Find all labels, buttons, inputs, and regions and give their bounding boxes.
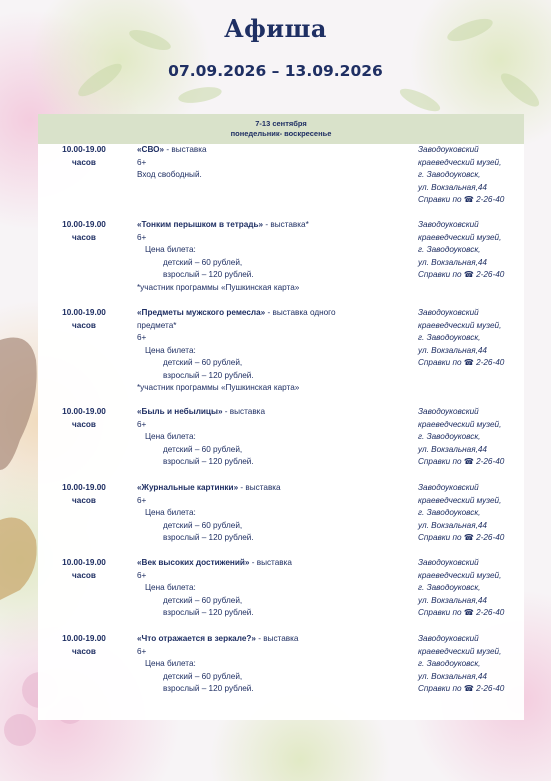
event-type: - выставка xyxy=(238,483,281,492)
place-line: ул. Вокзальная,44 xyxy=(418,671,487,681)
price-adult: взрослый – 120 рублей. xyxy=(163,533,254,542)
price-child: детский – 60 рублей, xyxy=(163,520,243,530)
event-time xyxy=(50,482,118,507)
event-name: «СВО» xyxy=(137,145,165,154)
phone-icon: ☎ xyxy=(463,270,474,279)
event-time-unit: часов xyxy=(72,495,96,505)
place-phone xyxy=(418,269,528,282)
place-line: Заводоуковский xyxy=(418,145,479,154)
price-label: Цена билета: xyxy=(145,345,196,355)
event-description xyxy=(137,557,407,620)
phone-number: 2-26-40 xyxy=(476,533,505,542)
place-line: г. Заводоуковск, xyxy=(418,333,481,342)
place-line: Заводоуковский xyxy=(418,483,479,492)
price-child: детский – 60 рублей, xyxy=(163,257,243,267)
event-description xyxy=(137,144,407,182)
place-line: ул. Вокзальная,44 xyxy=(418,257,487,267)
place-phone xyxy=(418,194,528,207)
schedule-header-dates: 7-13 сентября xyxy=(255,119,307,128)
event-time-range: 10.00-19.00 xyxy=(62,483,106,492)
date-range: 07.09.2026 – 13.09.2026 xyxy=(168,62,383,80)
event-description xyxy=(137,482,407,545)
phone-number: 2-26-40 xyxy=(476,684,505,693)
phone-prefix: Справки по xyxy=(418,270,462,279)
schedule-panel xyxy=(38,114,524,720)
place-line: краеведческий музей, xyxy=(418,419,502,429)
price-adult: взрослый – 120 рублей. xyxy=(163,684,254,693)
place-line: краеведческий музей, xyxy=(418,570,502,580)
event-place xyxy=(418,406,528,469)
price-adult: взрослый – 120 рублей. xyxy=(163,370,254,380)
place-line: ул. Вокзальная,44 xyxy=(418,345,487,355)
event-age: 6+ xyxy=(137,157,147,167)
phone-icon: ☎ xyxy=(463,457,474,466)
place-line: краеведческий музей, xyxy=(418,646,502,656)
phone-prefix: Справки по xyxy=(418,358,462,367)
event-name: «Журнальные картинки» xyxy=(137,483,239,492)
event-description xyxy=(137,219,407,294)
event-time-unit: часов xyxy=(72,570,96,580)
place-line: ул. Вокзальная,44 xyxy=(418,520,487,530)
place-phone xyxy=(418,607,528,620)
place-line: г. Заводоуковск, xyxy=(418,245,481,254)
event-time xyxy=(50,633,118,658)
phone-prefix: Справки по xyxy=(418,684,462,693)
price-child: детский – 60 рублей, xyxy=(163,595,243,605)
event-time xyxy=(50,406,118,431)
event-age: 6+ xyxy=(137,232,147,242)
event-time-unit: часов xyxy=(72,232,96,242)
event-note: *участник программы «Пушкинская карта» xyxy=(137,383,300,392)
event-place xyxy=(418,557,528,620)
place-line: ул. Вокзальная,44 xyxy=(418,182,487,192)
event-age: 6+ xyxy=(137,495,147,505)
price-label: Цена билета: xyxy=(145,245,196,254)
place-line: краеведческий музей, xyxy=(418,320,502,330)
event-type: - выставка xyxy=(164,145,207,154)
event-name: «Что отражается в зеркале?» xyxy=(137,634,256,643)
event-age: 6+ xyxy=(137,570,147,580)
price-label: Цена билета: xyxy=(145,432,196,441)
event-age: 6+ xyxy=(137,333,147,342)
price-child: детский – 60 рублей, xyxy=(163,671,243,681)
place-line: г. Заводоуковск, xyxy=(418,170,481,179)
event-place xyxy=(418,219,528,282)
phone-icon: ☎ xyxy=(463,684,474,693)
event-type: - выставка xyxy=(255,634,299,643)
place-line: Заводоуковский xyxy=(418,220,479,229)
event-name: «Предметы мужского ремесла» xyxy=(137,308,266,317)
event-time-range: 10.00-19.00 xyxy=(62,634,106,643)
place-line: г. Заводоуковск, xyxy=(418,583,481,592)
phone-number: 2-26-40 xyxy=(476,358,505,367)
phone-icon: ☎ xyxy=(463,533,474,542)
phone-prefix: Справки по xyxy=(418,533,462,542)
event-time-unit: часов xyxy=(72,157,96,167)
event-time xyxy=(50,144,118,169)
place-line: Заводоуковский xyxy=(418,634,479,643)
phone-prefix: Справки по xyxy=(418,195,462,204)
place-line: краеведческий музей, xyxy=(418,157,502,167)
phone-number: 2-26-40 xyxy=(476,270,505,279)
event-description xyxy=(137,633,407,696)
place-line: Заводоуковский xyxy=(418,558,479,567)
event-time-unit: часов xyxy=(72,320,96,330)
event-time-unit: часов xyxy=(72,419,96,429)
price-adult: взрослый – 120 рублей. xyxy=(163,608,254,617)
event-type: - выставка xyxy=(222,407,265,416)
price-label: Цена билета: xyxy=(145,508,196,517)
page-title: Афиша xyxy=(224,14,327,43)
price-label: Цена билета: xyxy=(145,583,196,592)
event-time-range: 10.00-19.00 xyxy=(62,407,106,416)
schedule-header-days: понедельник- воскресенье xyxy=(230,129,332,138)
event-age: 6+ xyxy=(137,646,147,656)
price-child: детский – 60 рублей, xyxy=(163,444,243,454)
event-place xyxy=(418,633,528,696)
event-place xyxy=(418,482,528,545)
phone-icon: ☎ xyxy=(463,358,474,367)
event-type: - выставка xyxy=(249,558,292,567)
place-line: краеведческий музей, xyxy=(418,232,502,242)
event-name: «Век высоких достижений» xyxy=(137,558,250,567)
event-time-range: 10.00-19.00 xyxy=(62,558,106,567)
event-time xyxy=(50,307,118,332)
place-line: краеведческий музей, xyxy=(418,495,502,505)
price-label: Цена билета: xyxy=(145,659,196,668)
event-name: «Быль и небылицы» xyxy=(137,407,223,416)
phone-number: 2-26-40 xyxy=(476,457,505,466)
event-time-range: 10.00-19.00 xyxy=(62,145,106,154)
schedule-header xyxy=(38,114,524,144)
place-line: г. Заводоуковск, xyxy=(418,508,481,517)
price-child: детский – 60 рублей, xyxy=(163,358,243,367)
event-type: - выставка одного xyxy=(265,308,336,317)
event-name: «Тонким перышком в тетрадь» xyxy=(137,220,264,229)
phone-prefix: Справки по xyxy=(418,608,462,617)
event-type-cont: предмета* xyxy=(137,320,177,330)
event-age: 6+ xyxy=(137,419,147,429)
event-place xyxy=(418,307,528,370)
place-line: г. Заводоуковск, xyxy=(418,659,481,668)
phone-prefix: Справки по xyxy=(418,457,462,466)
place-phone xyxy=(418,532,528,545)
place-line: Заводоуковский xyxy=(418,407,479,416)
event-time-range: 10.00-19.00 xyxy=(62,220,106,229)
price-adult: взрослый – 120 рублей. xyxy=(163,270,254,279)
phone-icon: ☎ xyxy=(463,608,474,617)
place-phone xyxy=(418,357,528,370)
event-description xyxy=(137,406,407,469)
phone-icon: ☎ xyxy=(463,195,474,204)
place-line: ул. Вокзальная,44 xyxy=(418,444,487,454)
event-time xyxy=(50,557,118,582)
place-phone xyxy=(418,683,528,696)
place-line: Заводоуковский xyxy=(418,308,479,317)
event-type: - выставка* xyxy=(263,220,309,229)
place-line: ул. Вокзальная,44 xyxy=(418,595,487,605)
event-note: *участник программы «Пушкинская карта» xyxy=(137,282,300,292)
event-place xyxy=(418,144,528,207)
event-time xyxy=(50,219,118,244)
phone-number: 2-26-40 xyxy=(476,608,505,617)
price-adult: взрослый – 120 рублей. xyxy=(163,457,254,466)
event-time-range: 10.00-19.00 xyxy=(62,308,106,317)
event-description xyxy=(137,307,407,395)
place-phone xyxy=(418,456,528,469)
event-entry-note: Вход свободный. xyxy=(137,170,202,179)
phone-number: 2-26-40 xyxy=(476,195,505,204)
place-line: г. Заводоуковск, xyxy=(418,432,481,441)
event-time-unit: часов xyxy=(72,646,96,656)
